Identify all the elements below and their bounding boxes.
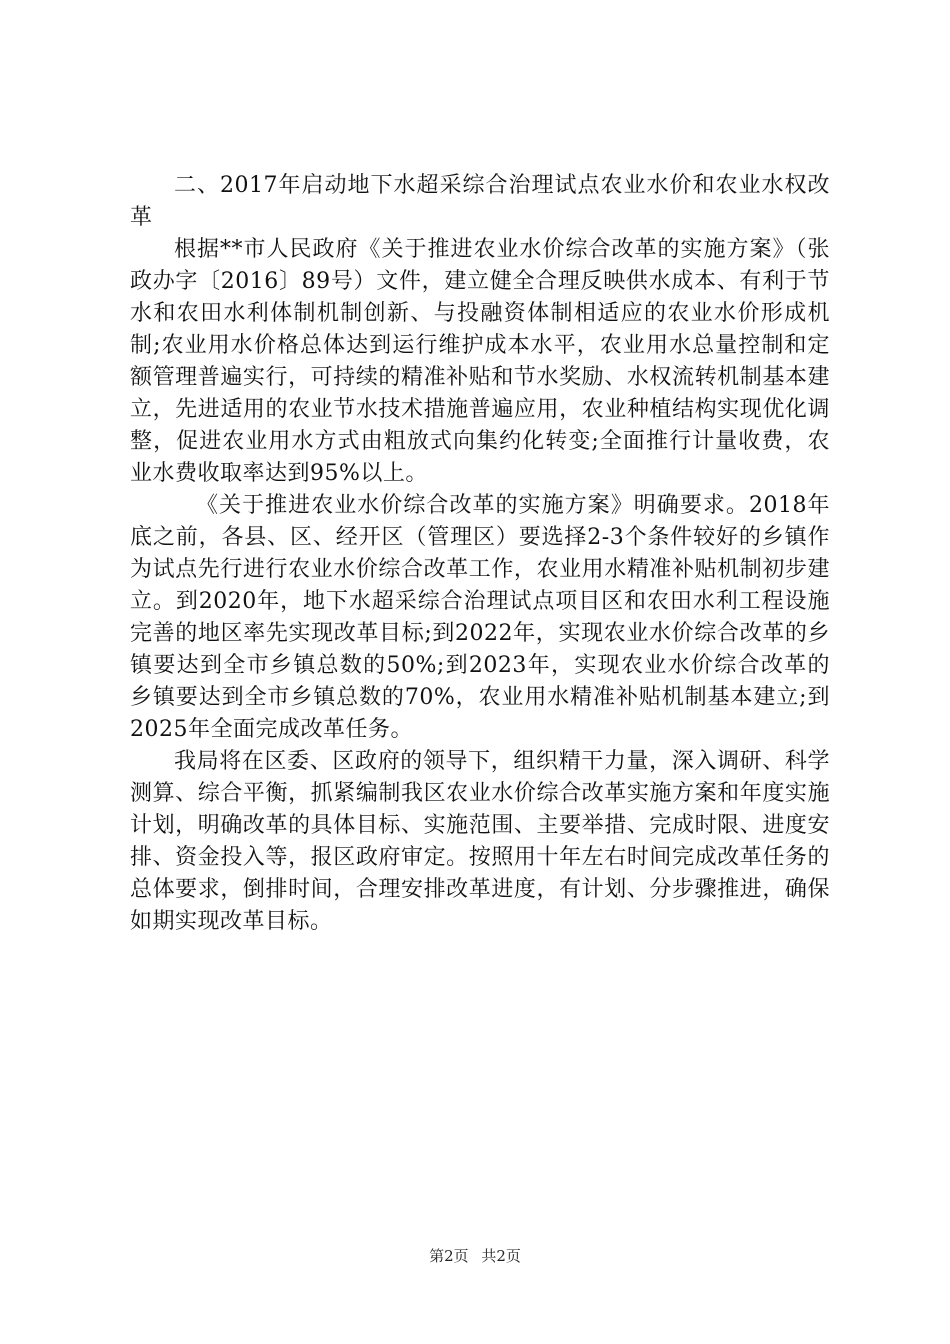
body-paragraph-1: 根据**市人民政府《关于推进农业水价综合改革的实施方案》（张政办字〔2016〕89号）文件，建立健全合理反映供水成本、有利于节水和农田水利体制机制创新、与投融资体制相适应的农业水价形成机制;农业用水价格总体达到运行维护成本水平，农业用水总量控制和定额管理普遍实行，可持续的精准补贴和节水奖励、水权流转机制基本建立，先进适用的农业节水技术措施普遍应用，农业种植结构实现优化调整，促进农业用水方式由粗放式向集约化转变;全面推行计量收费，农业水费收取率达到95%以上。 (130, 237, 830, 486)
page-number-total: 共2页 (481, 1247, 521, 1265)
page-number-current: 第2页 (429, 1247, 469, 1265)
section-heading: 二、2017年启动地下水超采综合治理试点农业水价和农业水权改革 (130, 173, 830, 230)
body-paragraph-2: 《关于推进农业水价综合改革的实施方案》明确要求。2018年底之前，各县、区、经开区（管理区）要选择2-3个条件较好的乡镇作为试点先行进行农业水价综合改革工作，农业用水精准补贴机制初步建立。到2020年，地下水超采综合治理试点项目区和农田水利工程设施完善的地区率先实现改革目标;到2022年，实现农业水价综合改革的乡镇要达到全市乡镇总数的50%;到2023年，实现农业水价综合改革的乡镇要达到全市乡镇总数的70%，农业用水精准补贴机制基本建立;到2025年全面完成改革任务。 (130, 493, 830, 742)
document-body (130, 170, 830, 938)
page-footer (0, 1245, 950, 1266)
body-paragraph-3: 我局将在区委、区政府的领导下，组织精干力量，深入调研、科学测算、综合平衡，抓紧编制我区农业水价综合改革实施方案和年度实施计划，明确改革的具体目标、实施范围、主要举措、完成时限、进度安排、资金投入等，报区政府审定。按照用十年左右时间完成改革任务的总体要求，倒排时间，合理安排改革进度，有计划、分步骤推进，确保如期实现改革目标。 (130, 749, 830, 934)
